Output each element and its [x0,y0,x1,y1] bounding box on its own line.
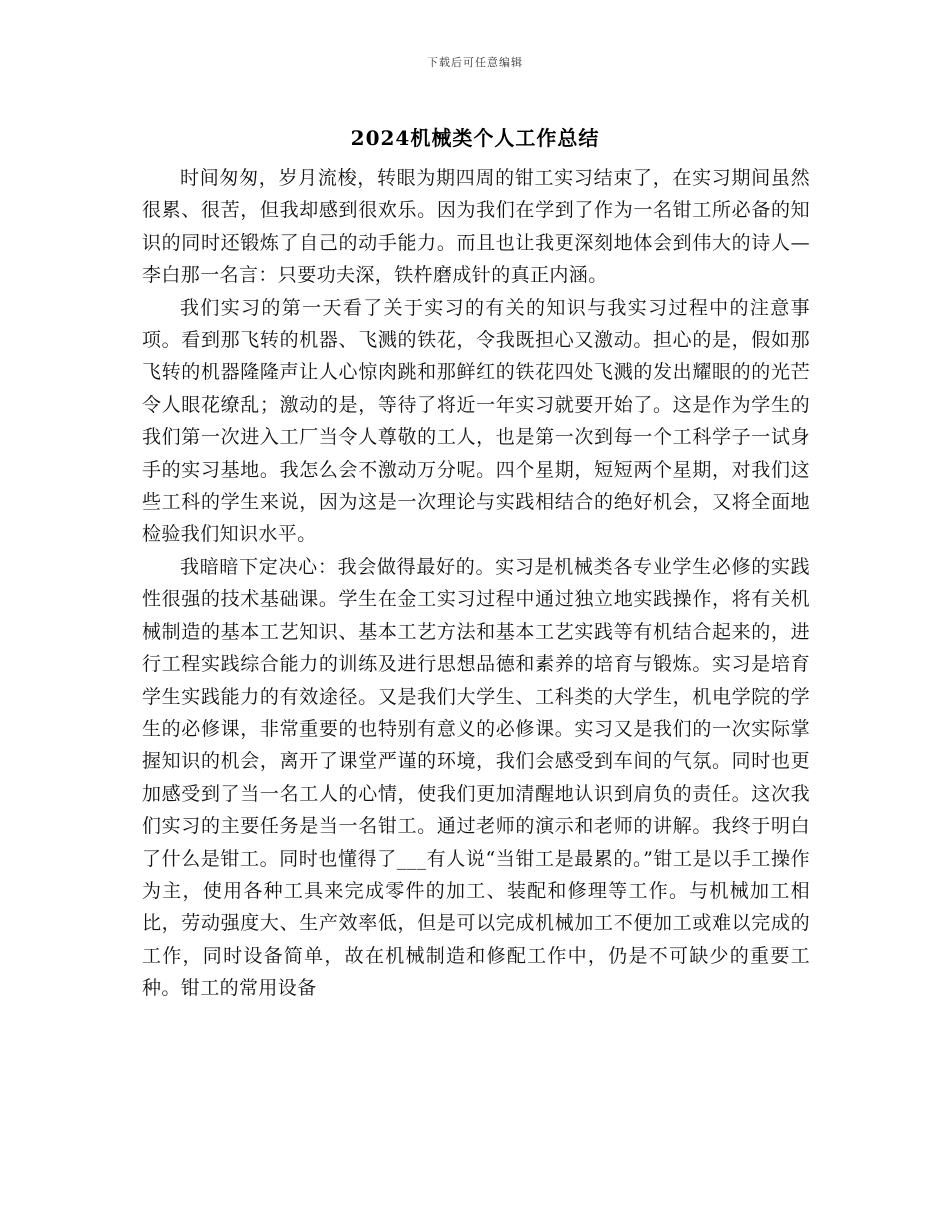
document-title: 2024机械类个人工作总结 [350,126,600,150]
paragraph-2: 我们实习的第一天看了关于实习的有关的知识与我实习过程中的注意事项。看到那飞转的机器、飞溅的铁花，令我既担心又激动。担心的是，假如那飞转的机器隆隆声让人心惊肉跳和那鲜红的铁花四处飞溅的发出耀眼的的光芒令人眼花缭乱；激动的是，等待了将近一年实习就要开始了。这是作为学生的我们第一次进入工厂当令人尊敬的工人，也是第一次到每一个工科学子一试身手的实习基地。我怎么会不激动万分呢。四个星期，短短两个星期，对我们这些工科的学生来说，因为这是一次理论与实践相结合的绝好机会，又将全面地检验我们知识水平。 [142,296,810,546]
paragraph-1: 时间匆匆，岁月流梭，转眼为期四周的钳工实习结束了，在实习期间虽然很累、很苦，但我却感到很欢乐。因为我们在学到了作为一名钳工所必备的知识的同时还锻炼了自己的动手能力。而且也让我更深刻地体会到伟大的诗人—李白那一名言：只要功夫深，铁杵磨成针的真正内涵。 [142,167,810,287]
page-header-note: 下载后可任意编辑 [427,56,523,69]
document-body [142,162,810,1005]
paragraph-3: 我暗暗下定决心：我会做得最好的。实习是机械类各专业学生必修的实践性很强的技术基础课。学生在金工实习过程中通过独立地实践操作，将有关机械制造的基本工艺知识、基本工艺方法和基本工艺实践等有机结合起来的，进行工程实践综合能力的训练及进行思想品德和素养的培育与锻炼。实习是培育学生实践能力的有效途径。又是我们大学生、工科类的大学生，机电学院的学生的必修课，非常重要的也特别有意义的必修课。实习又是我们的一次实际掌握知识的机会，离开了课堂严谨的环境，我们会感受到车间的气氛。同时也更加感受到了当一名工人的心情，使我们更加清醒地认识到肩负的责任。这次我们实习的主要任务是当一名钳工。通过老师的演示和老师的讲解。我终于明白了什么是钳工。同时也懂得了___有人说“当钳工是最累的。”钳工是以手工操作为主，使用各种工具来完成零件的加工、装配和修理等工作。与机械加工相比，劳动强度大、生产效率低，但是可以完成机械加工不便加工或难以完成的工作，同时设备简单，故在机械制造和修配工作中，仍是不可缺少的重要工种。钳工的常用设备 [142,555,810,1000]
